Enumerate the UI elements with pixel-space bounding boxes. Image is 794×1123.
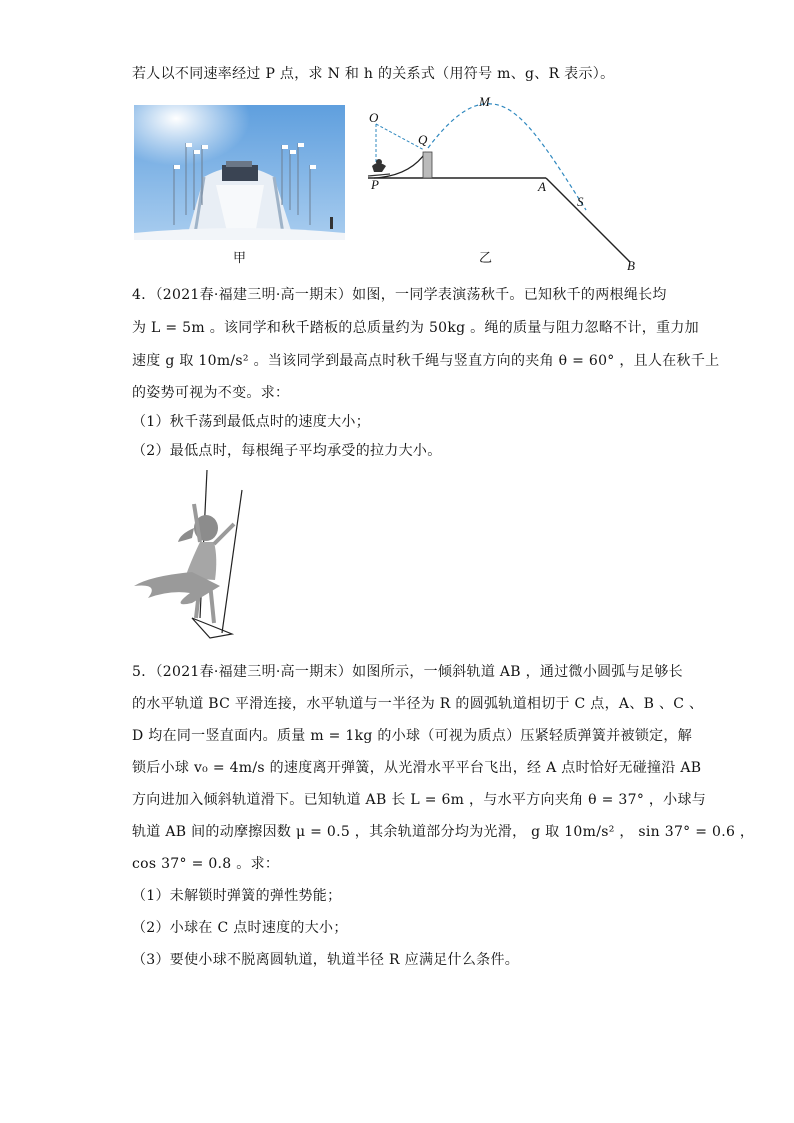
q4-line-4: 的姿势可视为不变。求：	[132, 385, 290, 401]
ski-jump-photo	[134, 105, 345, 240]
q5-line-2: 的水平轨道 BC 平滑连接，水平轨道与一半径为 R 的圆弧轨道相切于 C 点，A、B 、C 、	[132, 696, 704, 712]
q5-line-6: 轨道 AB 间的动摩擦因数 μ = 0.5 ，其余轨道部分均为光滑， g 取 10m/s² ， sin 37° = 0.6 ，	[132, 824, 755, 840]
q4-subq-2: （2）最低点时，每根绳子平均承受的拉力大小。	[132, 443, 442, 459]
q5-line-3: D 均在同一竖直面内。质量 m = 1kg 的小球（可视为质点）压紧轻质弹簧并被锁定，解	[132, 728, 693, 744]
q5-subq-1: （1）未解锁时弹簧的弹性势能；	[132, 888, 342, 904]
label-S: S	[577, 194, 584, 209]
caption-jia: 甲	[233, 251, 247, 266]
q5-subq-3: （3）要使小球不脱离圆轨道，轨道半径 R 应满足什么条件。	[132, 952, 520, 968]
q4-line-2: 为 L = 5m 。该同学和秋千踏板的总质量约为 50kg 。绳的质量与阻力忽略不计，重力加	[132, 320, 699, 336]
intro-question-text: 若人以不同速率经过 P 点，求 N 和 h 的关系式（用符号 m、g、R 表示）。	[132, 66, 615, 82]
trajectory-diagram	[360, 90, 660, 279]
label-Q: Q	[418, 132, 428, 147]
label-M: M	[479, 94, 490, 109]
q5-line-5: 方向进加入倾斜轨道滑下。已知轨道 AB 长 L = 6m ，与水平方向夹角 θ = 37° ，小球与	[132, 792, 707, 808]
label-O: O	[369, 110, 379, 125]
caption-yi: 乙	[479, 251, 493, 266]
q4-subq-1: （1）秋千荡到最低点时的速度大小；	[132, 414, 371, 430]
label-P: P	[371, 177, 379, 192]
label-A: A	[538, 179, 546, 194]
q5-line-1: 5．（2021春·福建三明·高一期末）如图所示，一倾斜轨道 AB ，通过微小圆弧与足够长	[132, 664, 683, 680]
q4-line-3: 速度 g 取 10m/s² 。当该同学到最高点时秋千绳与竖直方向的夹角 θ = 60° ，且人在秋千上	[132, 353, 720, 369]
q5-line-4: 锁后小球 v₀ = 4m/s 的速度离开弹簧，从光滑水平平台飞出，经 A 点时恰好无碰撞沿 AB	[132, 760, 702, 776]
q4-line-1: 4．（2021春·福建三明·高一期末）如图，一同学表演荡秋千。已知秋千的两根绳长均	[132, 287, 667, 303]
label-B: B	[627, 258, 635, 273]
q5-subq-2: （2）小球在 C 点时速度的大小；	[132, 920, 348, 936]
q5-line-7: cos 37° = 0.8 。求：	[132, 856, 280, 872]
swing-figure	[130, 468, 260, 647]
